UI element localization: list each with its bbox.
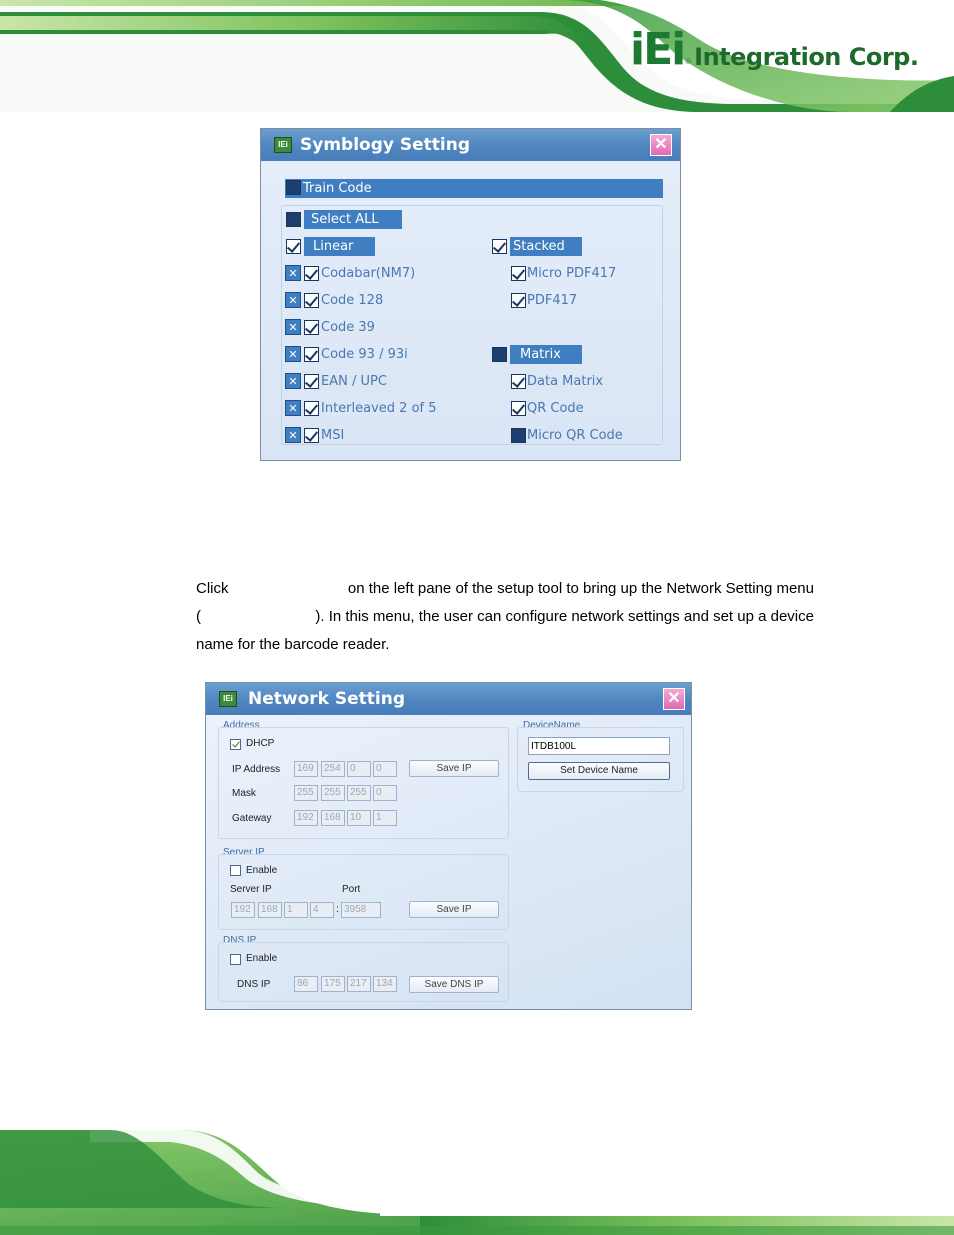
dhcp-checkbox[interactable] xyxy=(230,739,241,750)
logo-company-name: Integration Corp. xyxy=(694,43,919,71)
dns-group-box xyxy=(218,942,509,1002)
set-device-name-button[interactable]: Set Device Name xyxy=(528,762,670,780)
interleaved-label: Interleaved 2 of 5 xyxy=(321,401,437,416)
gateway-label: Gateway xyxy=(232,813,272,824)
symbology-title: Symblogy Setting xyxy=(300,135,471,155)
wrench-icon[interactable]: ✕ xyxy=(285,319,301,335)
train-code-row[interactable] xyxy=(285,179,663,198)
micro-qr-checkbox[interactable] xyxy=(511,428,526,443)
micro-pdf417-label: Micro PDF417 xyxy=(527,266,617,281)
wrench-icon[interactable]: ✕ xyxy=(285,292,301,308)
server-enable-label: Enable xyxy=(246,865,278,876)
logo-mark: iEi xyxy=(630,24,685,75)
dhcp-label: DHCP xyxy=(246,738,275,749)
paragraph-line-1 xyxy=(196,575,814,603)
dns-enable-label: Enable xyxy=(246,953,278,964)
msi-checkbox[interactable] xyxy=(304,428,319,443)
pdf417-checkbox[interactable] xyxy=(511,293,526,308)
wrench-icon[interactable]: ✕ xyxy=(285,265,301,281)
code128-label: Code 128 xyxy=(321,293,384,308)
server-ip-group-label: Server IP xyxy=(223,847,265,858)
wrench-icon[interactable]: ✕ xyxy=(285,346,301,362)
paragraph-text: on the left pane of the setup tool to bring up the Network Setting menu xyxy=(347,580,814,597)
pdf417-label: PDF417 xyxy=(527,293,578,308)
train-code-checkbox[interactable] xyxy=(286,180,301,195)
server-save-ip-button[interactable]: Save IP xyxy=(409,901,499,918)
mask-label: Mask xyxy=(232,788,256,799)
dns-octet-3[interactable]: 217 xyxy=(347,976,371,992)
select-all-label[interactable]: Select ALL xyxy=(304,210,402,229)
paragraph-line-3: name for the barcode reader. xyxy=(196,636,390,653)
paragraph-text: ). In this menu, the user can configure network settings and set up a device xyxy=(315,608,814,625)
matrix-checkbox[interactable] xyxy=(492,347,507,362)
ip-octet-3[interactable]: 0 xyxy=(347,761,371,777)
gateway-octet-1[interactable]: 192 xyxy=(294,810,318,826)
device-name-input[interactable] xyxy=(528,737,670,755)
server-ip-octet-1[interactable]: 192 xyxy=(231,902,255,918)
qr-code-label: QR Code xyxy=(527,401,584,416)
app-icon: IEi xyxy=(274,137,292,153)
device-name-group-label: DeviceName xyxy=(523,720,581,731)
wrench-icon[interactable]: ✕ xyxy=(285,427,301,443)
ean-upc-label: EAN / UPC xyxy=(321,374,387,389)
header-banner xyxy=(0,0,954,112)
train-code-label: Train Code xyxy=(303,181,372,196)
gateway-octet-3[interactable]: 10 xyxy=(347,810,371,826)
close-button[interactable]: ✕ xyxy=(650,134,672,156)
footer-swoosh-graphic xyxy=(0,1130,954,1235)
code93-checkbox[interactable] xyxy=(304,347,319,362)
msi-label: MSI xyxy=(321,428,345,443)
save-dns-ip-button[interactable]: Save DNS IP xyxy=(409,976,499,993)
dns-ip-label: DNS IP xyxy=(237,979,271,990)
port-label: Port xyxy=(342,884,361,895)
matrix-header[interactable]: Matrix xyxy=(510,345,582,364)
network-title-bar xyxy=(206,683,691,715)
ip-octet-1[interactable]: 169 xyxy=(294,761,318,777)
ip-octet-2[interactable]: 254 xyxy=(321,761,345,777)
data-matrix-label: Data Matrix xyxy=(527,374,604,389)
server-enable-checkbox[interactable] xyxy=(230,865,241,876)
save-ip-button[interactable]: Save IP xyxy=(409,760,499,777)
ean-upc-checkbox[interactable] xyxy=(304,374,319,389)
dns-group-label: DNS IP xyxy=(223,935,257,946)
select-all-checkbox[interactable] xyxy=(286,212,301,227)
linear-checkbox[interactable] xyxy=(286,239,301,254)
footer-banner xyxy=(0,1130,954,1235)
gateway-octet-4[interactable]: 1 xyxy=(373,810,397,826)
company-logo xyxy=(630,24,919,75)
codabar-label: Codabar(NM7) xyxy=(321,266,416,281)
network-title: Network Setting xyxy=(248,689,406,709)
code39-checkbox[interactable] xyxy=(304,320,319,335)
server-ip-label: Server IP xyxy=(230,884,272,895)
mask-octet-3[interactable]: 255 xyxy=(347,785,371,801)
code128-checkbox[interactable] xyxy=(304,293,319,308)
paragraph-text: ( xyxy=(196,608,201,625)
symbology-title-bar xyxy=(261,129,680,161)
server-ip-octet-2[interactable]: 168 xyxy=(258,902,282,918)
code39-label: Code 39 xyxy=(321,320,375,335)
stacked-header[interactable]: Stacked xyxy=(510,237,582,256)
network-setting-dialog xyxy=(205,682,692,1010)
dns-enable-checkbox[interactable] xyxy=(230,954,241,965)
paragraph-line-2 xyxy=(196,603,814,631)
dns-octet-4[interactable]: 134 xyxy=(373,976,397,992)
linear-header[interactable]: Linear xyxy=(304,237,375,256)
data-matrix-checkbox[interactable] xyxy=(511,374,526,389)
paragraph-text: Click xyxy=(196,580,229,597)
wrench-icon[interactable]: ✕ xyxy=(285,400,301,416)
code93-label: Code 93 / 93i xyxy=(321,347,408,362)
mask-octet-2[interactable]: 255 xyxy=(321,785,345,801)
app-icon: IEi xyxy=(219,691,237,707)
codabar-checkbox[interactable] xyxy=(304,266,319,281)
ip-address-label: IP Address xyxy=(232,764,281,775)
dns-octet-2[interactable]: 175 xyxy=(321,976,345,992)
interleaved-checkbox[interactable] xyxy=(304,401,319,416)
wrench-icon[interactable]: ✕ xyxy=(285,373,301,389)
stacked-checkbox[interactable] xyxy=(492,239,507,254)
logo-registered-mark: ® xyxy=(685,57,692,66)
micro-qr-label: Micro QR Code xyxy=(527,428,623,443)
qr-code-checkbox[interactable] xyxy=(511,401,526,416)
port-input[interactable]: 3958 xyxy=(341,902,381,918)
mask-octet-1[interactable]: 255 xyxy=(294,785,318,801)
server-ip-octet-4[interactable]: 4 xyxy=(310,902,334,918)
symbology-setting-dialog xyxy=(260,128,681,461)
gateway-octet-2[interactable]: 168 xyxy=(321,810,345,826)
close-button[interactable]: ✕ xyxy=(663,688,685,710)
micro-pdf417-checkbox[interactable] xyxy=(511,266,526,281)
server-ip-octet-3[interactable]: 1 xyxy=(284,902,308,918)
mask-octet-4[interactable]: 0 xyxy=(373,785,397,801)
address-group-label: Address xyxy=(223,720,260,731)
port-separator: : xyxy=(336,904,339,915)
ip-octet-4[interactable]: 0 xyxy=(373,761,397,777)
dns-octet-1[interactable]: 86 xyxy=(294,976,318,992)
